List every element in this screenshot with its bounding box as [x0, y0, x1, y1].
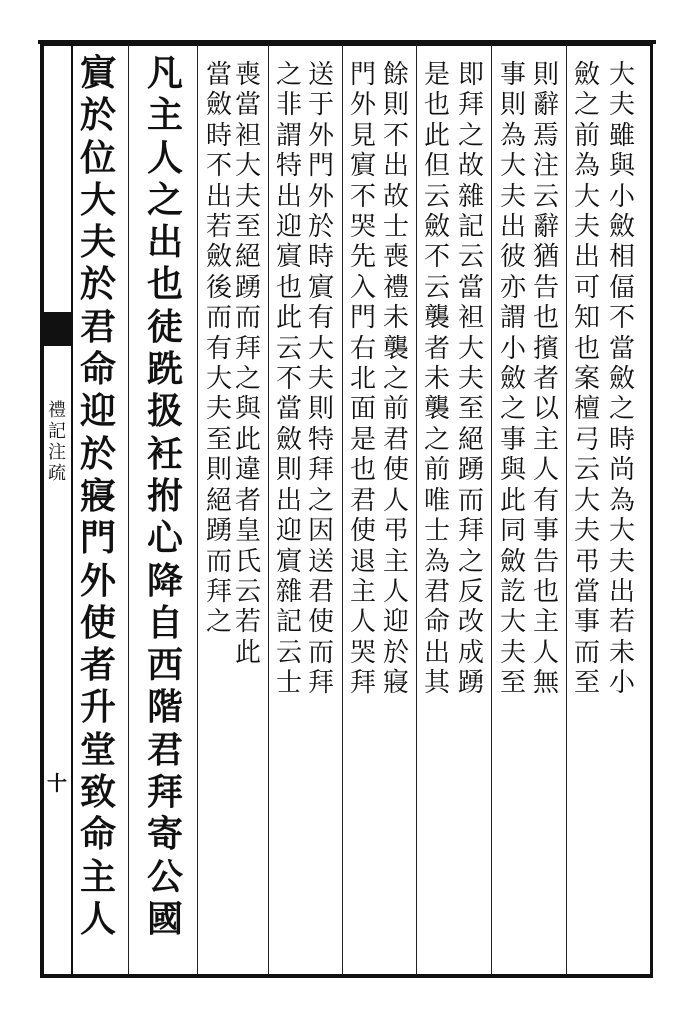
fish-tail-mark — [40, 312, 73, 340]
text-column-commentary-10: 事 則 為 大 夫 出 彼 亦 謂 小 斂 之 事 與 此 同 斂 訖 大 夫 至 — [499, 60, 526, 699]
column-rule — [342, 44, 343, 974]
text-column-main-2: 凡 主 人 之 出 也 徒 跣 扱 衽 拊 心 降 自 西 階 君 拜 寄 公 國 — [146, 52, 183, 940]
fish-tail-mark-lower — [40, 340, 73, 346]
column-rule — [566, 44, 567, 974]
text-column-commentary-12: 斂 之 前 為 大 夫 出 可 知 也 案 檀 弓 云 大 夫 弔 當 事 而 至 — [573, 60, 600, 699]
text-column-commentary-5: 餘 則 不 出 故 士 喪 禮 未 襲 之 前 君 使 人 弔 主 人 迎 於 寢 — [382, 60, 409, 699]
text-column-commentary-4: 之 非 謂 特 出 迎 賔 也 此 云 不 當 斂 則 出 迎 賔 雜 記 云 士 — [275, 60, 302, 699]
text-column-commentary-9: 則 辭 焉 注 云 辭 猶 告 也 擯 者 以 主 人 有 事 告 也 主 人 無 — [532, 60, 559, 699]
column-rule — [197, 44, 198, 974]
text-column-commentary-6: 門 外 見 賔 不 哭 先 入 門 右 北 面 是 也 君 使 退 主 人 哭 拜 — [349, 60, 376, 699]
text-column-commentary-8: 是 也 此 但 云 斂 不 云 襲 者 未 襲 之 前 唯 士 為 君 命 出 其 — [423, 60, 450, 699]
frame-top-rule — [38, 40, 656, 44]
column-rule — [491, 44, 492, 974]
text-column-commentary-2: 當 斂 時 不 出 若 斂 後 而 有 大 夫 至 則 絕 踴 而 拜 之 — [205, 60, 232, 638]
text-column-commentary-1: 喪 當 袒 大 夫 至 絕 踴 而 拜 之 與 此 違 者 皇 氏 云 若 此 — [234, 60, 261, 668]
column-rule — [416, 44, 417, 974]
fore-edge-strip — [40, 42, 73, 978]
leaf-number: 十 — [47, 771, 67, 795]
column-rule — [268, 44, 269, 974]
column-rule — [128, 44, 129, 974]
text-column-commentary-3: 送 于 外 門 外 於 時 賔 有 大 夫 則 特 拜 之 因 送 君 使 而 拜 — [307, 60, 334, 699]
text-column-commentary-11: 大 夫 雖 與 小 斂 相 偪 不 當 斂 之 時 尚 為 大 夫 出 若 未 小 — [608, 60, 635, 699]
text-column-commentary-7: 即 拜 之 故 雜 記 云 當 袒 大 夫 至 絕 踴 而 拜 之 反 改 成 踴 — [457, 60, 484, 699]
book-title: 禮記注疏 — [48, 400, 66, 484]
text-column-main-1: 賔 於 位 大 夫 於 君 命 迎 於 寢 門 外 使 者 升 堂 致 命 主 人 — [79, 52, 116, 940]
